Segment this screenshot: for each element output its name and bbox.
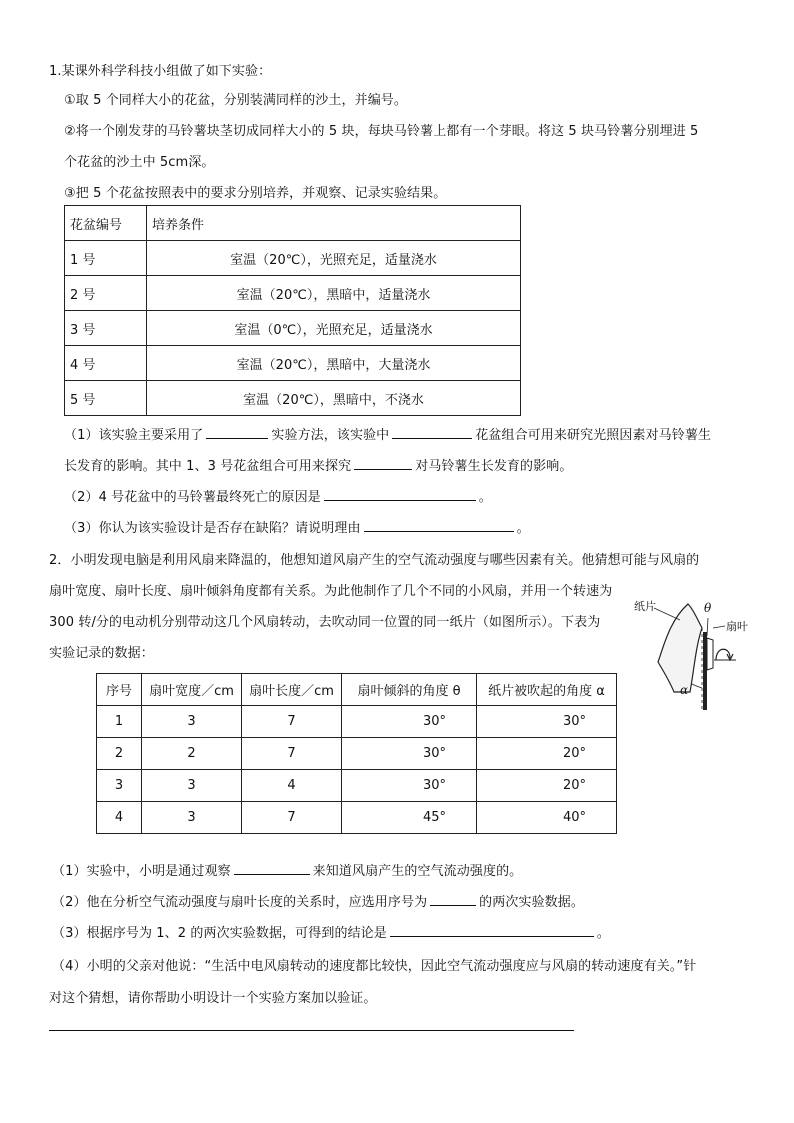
q1-sub2 [64,486,492,505]
q2-sub4-line1: （4）小明的父亲对他说：“生活中电风扇转动的速度都比较快，因此空气流动强度应与风扇的转动速度有关。”针 [52,959,697,974]
table-cell: 4 [97,802,142,834]
table-cell: 4 [242,770,342,802]
table-header-cell: 扇叶长度／cm [242,674,342,706]
table-header-cell: 序号 [97,674,142,706]
table-row [65,241,521,276]
q1-sub3-text: （3）你认为该实验设计是否存在缺陷？请说明理由 [64,521,361,536]
q1-step2-line2: 个花盆的沙土中 5cm深。 [64,155,215,170]
q2-line3: 300 转/分的电动机分别带动这几个风扇转动，去吹动同一位置的同一纸片（如图所示）。下表为 [49,615,601,630]
fan-blade [707,638,713,670]
theta-leader-line [707,618,708,636]
answer-blank[interactable] [234,862,310,875]
q1-step2-line1: ②将一个刚发芽的马铃薯块茎切成同样大小的 5 块，每块马铃薯上都有一个芽眼。将这 5 块马铃薯分别埋进 5 [64,124,699,139]
table-header-cell: 扇叶宽度／cm [142,674,242,706]
table-cell: 30° [342,738,477,770]
q1-sub2-text: （2）4 号花盆中的马铃薯最终死亡的原因是 [64,490,321,505]
table-row [65,346,521,381]
table-cell: 室温（20℃），光照充足，适量浇水 [147,241,521,276]
table-header-cell: 扇叶倾斜的角度 θ [342,674,477,706]
table-cell: 室温（0℃），光照充足，适量浇水 [147,311,521,346]
answer-line[interactable] [49,1030,574,1031]
q1-sub1-text: 花盆组合可用来研究光照因素对马铃薯生 [475,428,712,443]
table-cell: 45° [342,802,477,834]
q1-sub1-text: （1）该实验主要采用了 [64,428,204,443]
table-cell: 室温（20℃），黑暗中，不浇水 [147,381,521,416]
fan-shaft [703,632,707,710]
paper-leader-line [654,608,680,620]
table-header-cell: 培养条件 [147,206,521,241]
table-cell: 1 号 [65,241,147,276]
answer-blank[interactable] [354,457,412,470]
answer-blank[interactable] [392,426,472,439]
table-cell: 2 号 [65,276,147,311]
q2-sub1-text: （1）实验中，小明是通过观察 [52,864,231,879]
q2-sub2-text: （2）他在分析空气流动强度与扇叶长度的关系时，应选用序号为 [52,895,428,910]
table-cell: 30° [477,706,617,738]
q1-table [64,205,521,416]
table-cell: 3 [142,706,242,738]
table-cell: 30° [342,706,477,738]
q2-sub4-line2: 对这个猜想，请你帮助小明设计一个实验方案加以验证。 [49,991,377,1006]
table-cell: 4 号 [65,346,147,381]
theta-label: θ [704,601,712,615]
table-cell: 3 号 [65,311,147,346]
table-cell: 20° [477,770,617,802]
table-header-cell: 花盆编号 [65,206,147,241]
table-cell: 7 [242,706,342,738]
table-cell: 室温（20℃），黑暗中，适量浇水 [147,276,521,311]
q2-table [96,673,617,834]
q1-sub1-text: 长发育的影响。其中 1、3 号花盆组合可用来探究 [64,459,352,474]
table-cell: 2 [142,738,242,770]
table-cell: 30° [342,770,477,802]
fan-paper-figure [630,590,755,715]
q2-line4: 实验记录的数据： [49,646,154,661]
q1-sub1-text: 实验方法，该实验中 [271,428,390,443]
table-cell: 40° [477,802,617,834]
table-row [65,381,521,416]
alpha-label: α [680,683,689,697]
q1-sub1-line2 [64,455,572,474]
table-row [97,770,617,802]
table-cell: 20° [477,738,617,770]
q1-sub1-line1 [64,424,711,443]
paper-label: 纸片 [634,600,656,613]
answer-blank[interactable] [430,893,476,906]
q1-sub3-text: 。 [516,521,530,536]
table-header-row [97,674,617,706]
answer-blank[interactable] [390,924,594,937]
q2-sub2 [52,891,584,910]
table-row [65,311,521,346]
answer-blank[interactable] [364,519,514,532]
fan-label: 扇叶 [726,620,748,633]
table-cell: 3 [142,802,242,834]
q2-line1: 2．小明发现电脑是利用风扇来降温的，他想知道风扇产生的空气流动强度与哪些因素有关。他猜想可能与风扇的 [49,553,700,568]
table-cell: 5 号 [65,381,147,416]
q2-sub3-text: （3）根据序号为 1、2 的两次实验数据，可得到的结论是 [52,926,387,941]
q1-intro: 1.某课外科学科技小组做了如下实验： [49,64,272,79]
paper-shape [658,604,702,692]
q2-line2: 扇叶宽度、扇叶长度、扇叶倾斜角度都有关系。为此他制作了几个不同的小风扇，并用一个转速为 [49,584,613,599]
table-cell: 2 [97,738,142,770]
table-header-cell: 纸片被吹起的角度 α [477,674,617,706]
q2-sub3-text: 。 [596,926,610,941]
q1-sub3 [64,517,530,536]
q1-sub1-text: 对马铃薯生长发育的影响。 [415,459,573,474]
q2-sub1-text: 来知道风扇产生的空气流动强度的。 [312,864,523,879]
alpha-arc [692,684,702,688]
table-row [97,738,617,770]
answer-blank[interactable] [206,426,268,439]
table-cell: 3 [97,770,142,802]
q1-sub2-text: 。 [478,490,492,505]
table-cell: 7 [242,802,342,834]
table-row [97,706,617,738]
table-cell: 1 [97,706,142,738]
q2-sub2-text: 的两次实验数据。 [479,895,584,910]
q1-step3: ③把 5 个花盆按照表中的要求分别培养，并观察、记录实验结果。 [64,186,447,201]
answer-blank[interactable] [324,488,476,501]
table-cell: 3 [142,770,242,802]
table-row [65,276,521,311]
table-cell: 室温（20℃），黑暗中，大量浇水 [147,346,521,381]
q1-step1: ①取 5 个同样大小的花盆，分别装满同样的沙土，并编号。 [64,93,407,108]
table-cell: 7 [242,738,342,770]
q2-sub1 [52,860,522,879]
table-header-row [65,206,521,241]
q2-sub3 [52,922,610,941]
fan-leader-line [713,626,725,628]
table-row [97,802,617,834]
